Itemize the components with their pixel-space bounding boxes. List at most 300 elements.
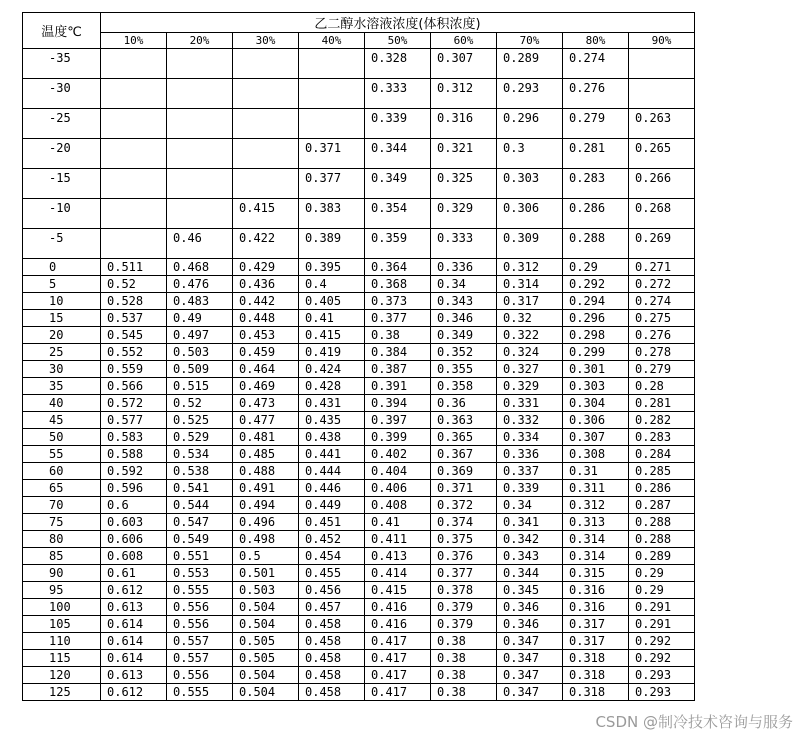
- table-row: [23, 169, 695, 199]
- value-cell: 0.284: [629, 446, 695, 463]
- value-cell: 0.52: [167, 395, 233, 412]
- table-row: [23, 412, 695, 429]
- value-cell: 0.408: [365, 497, 431, 514]
- value-cell: 0.614: [101, 616, 167, 633]
- value-cell: 0.549: [167, 531, 233, 548]
- value-cell: 0.38: [431, 633, 497, 650]
- temperature-cell: 65: [23, 480, 101, 497]
- value-cell: 0.276: [563, 79, 629, 109]
- value-cell: 0.504: [233, 684, 299, 701]
- value-cell: 0.359: [365, 229, 431, 259]
- value-cell: 0.417: [365, 633, 431, 650]
- value-cell: 0.347: [497, 684, 563, 701]
- value-cell: [101, 109, 167, 139]
- value-cell: 0.556: [167, 616, 233, 633]
- value-cell: 0.275: [629, 310, 695, 327]
- value-cell: 0.456: [299, 582, 365, 599]
- value-cell: 0.384: [365, 344, 431, 361]
- value-cell: 0.272: [629, 276, 695, 293]
- concentration-header-row: [23, 33, 695, 49]
- value-cell: 0.322: [497, 327, 563, 344]
- value-cell: 0.371: [299, 139, 365, 169]
- temperature-cell: 95: [23, 582, 101, 599]
- value-cell: 0.292: [563, 276, 629, 293]
- value-cell: 0.294: [563, 293, 629, 310]
- table-row: [23, 259, 695, 276]
- value-cell: 0.417: [365, 684, 431, 701]
- value-cell: 0.415: [365, 582, 431, 599]
- value-cell: 0.528: [101, 293, 167, 310]
- value-cell: [167, 109, 233, 139]
- value-cell: 0.314: [563, 531, 629, 548]
- value-cell: 0.325: [431, 169, 497, 199]
- concentration-header: 60%: [431, 33, 497, 49]
- temperature-cell: -35: [23, 49, 101, 79]
- value-cell: 0.555: [167, 684, 233, 701]
- value-cell: 0.504: [233, 599, 299, 616]
- table-row: [23, 378, 695, 395]
- value-cell: 0.347: [497, 633, 563, 650]
- value-cell: 0.292: [629, 650, 695, 667]
- value-cell: [233, 139, 299, 169]
- value-cell: 0.415: [233, 199, 299, 229]
- temperature-cell: 20: [23, 327, 101, 344]
- value-cell: 0.556: [167, 667, 233, 684]
- value-cell: 0.458: [299, 684, 365, 701]
- temperature-cell: 25: [23, 344, 101, 361]
- value-cell: 0.588: [101, 446, 167, 463]
- value-cell: 0.592: [101, 463, 167, 480]
- value-cell: [299, 109, 365, 139]
- value-cell: 0.286: [563, 199, 629, 229]
- value-cell: 0.511: [101, 259, 167, 276]
- value-cell: 0.476: [167, 276, 233, 293]
- value-cell: 0.38: [431, 667, 497, 684]
- value-cell: 0.334: [497, 429, 563, 446]
- value-cell: 0.413: [365, 548, 431, 565]
- value-cell: 0.4: [299, 276, 365, 293]
- value-cell: 0.343: [497, 548, 563, 565]
- value-cell: 0.306: [497, 199, 563, 229]
- value-cell: 0.501: [233, 565, 299, 582]
- value-cell: 0.38: [365, 327, 431, 344]
- value-cell: 0.371: [431, 480, 497, 497]
- value-cell: 0.336: [431, 259, 497, 276]
- temperature-cell: 30: [23, 361, 101, 378]
- value-cell: 0.555: [167, 582, 233, 599]
- value-cell: 0.307: [563, 429, 629, 446]
- value-cell: 0.417: [365, 667, 431, 684]
- value-cell: 0.6: [101, 497, 167, 514]
- value-cell: 0.379: [431, 616, 497, 633]
- value-cell: 0.341: [497, 514, 563, 531]
- value-cell: 0.551: [167, 548, 233, 565]
- value-cell: [629, 79, 695, 109]
- value-cell: 0.468: [167, 259, 233, 276]
- temperature-header: 温度℃: [23, 13, 101, 49]
- value-cell: 0.296: [497, 109, 563, 139]
- value-cell: 0.318: [563, 684, 629, 701]
- value-cell: 0.281: [629, 395, 695, 412]
- value-cell: 0.282: [629, 412, 695, 429]
- table-row: [23, 395, 695, 412]
- value-cell: 0.41: [299, 310, 365, 327]
- value-cell: 0.274: [563, 49, 629, 79]
- value-cell: 0.547: [167, 514, 233, 531]
- table-body: [23, 49, 695, 701]
- value-cell: 0.405: [299, 293, 365, 310]
- value-cell: 0.316: [431, 109, 497, 139]
- table-row: [23, 633, 695, 650]
- value-cell: 0.457: [299, 599, 365, 616]
- value-cell: 0.613: [101, 599, 167, 616]
- value-cell: 0.458: [299, 633, 365, 650]
- value-cell: 0.41: [365, 514, 431, 531]
- temperature-cell: 75: [23, 514, 101, 531]
- value-cell: 0.612: [101, 684, 167, 701]
- table-row: [23, 79, 695, 109]
- value-cell: 0.503: [233, 582, 299, 599]
- value-cell: 0.469: [233, 378, 299, 395]
- value-cell: 0.404: [365, 463, 431, 480]
- value-cell: 0.608: [101, 548, 167, 565]
- value-cell: 0.416: [365, 599, 431, 616]
- value-cell: 0.292: [629, 633, 695, 650]
- value-cell: 0.339: [497, 480, 563, 497]
- value-cell: [101, 229, 167, 259]
- temperature-cell: 60: [23, 463, 101, 480]
- table-row: [23, 582, 695, 599]
- value-cell: 0.293: [629, 684, 695, 701]
- value-cell: 0.377: [365, 310, 431, 327]
- value-cell: [233, 109, 299, 139]
- value-cell: 0.485: [233, 446, 299, 463]
- value-cell: [101, 199, 167, 229]
- value-cell: 0.342: [497, 531, 563, 548]
- value-cell: 0.299: [563, 344, 629, 361]
- value-cell: 0.429: [233, 259, 299, 276]
- value-cell: 0.313: [563, 514, 629, 531]
- value-cell: 0.369: [431, 463, 497, 480]
- value-cell: 0.464: [233, 361, 299, 378]
- value-cell: 0.5: [233, 548, 299, 565]
- value-cell: 0.545: [101, 327, 167, 344]
- value-cell: 0.372: [431, 497, 497, 514]
- table-row: [23, 667, 695, 684]
- value-cell: 0.311: [563, 480, 629, 497]
- concentration-group-header: 乙二醇水溶液浓度(体积浓度): [101, 13, 695, 33]
- value-cell: 0.316: [563, 582, 629, 599]
- table-row: [23, 49, 695, 79]
- value-cell: 0.441: [299, 446, 365, 463]
- value-cell: 0.312: [497, 259, 563, 276]
- value-cell: 0.378: [431, 582, 497, 599]
- temperature-cell: -15: [23, 169, 101, 199]
- temperature-cell: -10: [23, 199, 101, 229]
- value-cell: 0.515: [167, 378, 233, 395]
- value-cell: 0.503: [167, 344, 233, 361]
- value-cell: 0.271: [629, 259, 695, 276]
- value-cell: 0.344: [365, 139, 431, 169]
- value-cell: 0.541: [167, 480, 233, 497]
- table-row: [23, 565, 695, 582]
- value-cell: 0.504: [233, 616, 299, 633]
- value-cell: 0.537: [101, 310, 167, 327]
- value-cell: 0.352: [431, 344, 497, 361]
- value-cell: 0.497: [167, 327, 233, 344]
- value-cell: 0.496: [233, 514, 299, 531]
- value-cell: 0.454: [299, 548, 365, 565]
- table-row: [23, 514, 695, 531]
- table-row: [23, 548, 695, 565]
- value-cell: 0.559: [101, 361, 167, 378]
- value-cell: 0.347: [497, 667, 563, 684]
- value-cell: 0.613: [101, 667, 167, 684]
- value-cell: 0.422: [233, 229, 299, 259]
- value-cell: 0.488: [233, 463, 299, 480]
- value-cell: 0.34: [497, 497, 563, 514]
- table-row: [23, 429, 695, 446]
- value-cell: 0.583: [101, 429, 167, 446]
- value-cell: 0.391: [365, 378, 431, 395]
- value-cell: 0.505: [233, 633, 299, 650]
- value-cell: 0.309: [497, 229, 563, 259]
- value-cell: [101, 79, 167, 109]
- value-cell: 0.38: [431, 650, 497, 667]
- value-cell: 0.402: [365, 446, 431, 463]
- temperature-cell: 80: [23, 531, 101, 548]
- value-cell: 0.318: [563, 650, 629, 667]
- value-cell: 0.347: [497, 650, 563, 667]
- table-row: [23, 531, 695, 548]
- value-cell: 0.345: [497, 582, 563, 599]
- value-cell: 0.373: [365, 293, 431, 310]
- value-cell: 0.337: [497, 463, 563, 480]
- value-cell: [101, 139, 167, 169]
- watermark: CSDN @制冷技术咨询与服务: [595, 713, 793, 731]
- value-cell: 0.318: [563, 667, 629, 684]
- value-cell: 0.279: [563, 109, 629, 139]
- value-cell: 0.473: [233, 395, 299, 412]
- value-cell: 0.266: [629, 169, 695, 199]
- value-cell: 0.365: [431, 429, 497, 446]
- value-cell: [629, 49, 695, 79]
- value-cell: 0.494: [233, 497, 299, 514]
- value-cell: 0.52: [101, 276, 167, 293]
- value-cell: 0.344: [497, 565, 563, 582]
- temperature-cell: 40: [23, 395, 101, 412]
- concentration-header: 90%: [629, 33, 695, 49]
- value-cell: [233, 49, 299, 79]
- concentration-header: 10%: [101, 33, 167, 49]
- value-cell: 0.279: [629, 361, 695, 378]
- value-cell: 0.29: [563, 259, 629, 276]
- temperature-cell: 15: [23, 310, 101, 327]
- value-cell: 0.377: [431, 565, 497, 582]
- value-cell: 0.419: [299, 344, 365, 361]
- value-cell: 0.553: [167, 565, 233, 582]
- value-cell: 0.317: [563, 633, 629, 650]
- value-cell: 0.416: [365, 616, 431, 633]
- value-cell: 0.46: [167, 229, 233, 259]
- value-cell: 0.397: [365, 412, 431, 429]
- value-cell: 0.286: [629, 480, 695, 497]
- value-cell: [167, 199, 233, 229]
- table-row: [23, 480, 695, 497]
- value-cell: 0.32: [497, 310, 563, 327]
- value-cell: 0.304: [563, 395, 629, 412]
- concentration-header: 80%: [563, 33, 629, 49]
- value-cell: 0.411: [365, 531, 431, 548]
- value-cell: 0.614: [101, 633, 167, 650]
- value-cell: 0.552: [101, 344, 167, 361]
- value-cell: 0.459: [233, 344, 299, 361]
- table-row: [23, 199, 695, 229]
- value-cell: [167, 169, 233, 199]
- value-cell: 0.288: [629, 531, 695, 548]
- value-cell: 0.346: [497, 599, 563, 616]
- value-cell: 0.444: [299, 463, 365, 480]
- value-cell: 0.491: [233, 480, 299, 497]
- value-cell: 0.566: [101, 378, 167, 395]
- value-cell: 0.455: [299, 565, 365, 582]
- value-cell: 0.415: [299, 327, 365, 344]
- table-row: [23, 463, 695, 480]
- table-row: [23, 293, 695, 310]
- value-cell: 0.498: [233, 531, 299, 548]
- value-cell: 0.367: [431, 446, 497, 463]
- value-cell: 0.3: [497, 139, 563, 169]
- value-cell: 0.557: [167, 650, 233, 667]
- value-cell: 0.368: [365, 276, 431, 293]
- value-cell: 0.283: [629, 429, 695, 446]
- value-cell: 0.307: [431, 49, 497, 79]
- value-cell: 0.376: [431, 548, 497, 565]
- value-cell: 0.343: [431, 293, 497, 310]
- value-cell: 0.399: [365, 429, 431, 446]
- temperature-cell: -20: [23, 139, 101, 169]
- value-cell: 0.287: [629, 497, 695, 514]
- value-cell: 0.339: [365, 109, 431, 139]
- value-cell: 0.332: [497, 412, 563, 429]
- temperature-cell: 5: [23, 276, 101, 293]
- temperature-cell: 10: [23, 293, 101, 310]
- value-cell: 0.481: [233, 429, 299, 446]
- value-cell: 0.278: [629, 344, 695, 361]
- value-cell: 0.424: [299, 361, 365, 378]
- value-cell: 0.29: [629, 582, 695, 599]
- value-cell: 0.538: [167, 463, 233, 480]
- value-cell: 0.375: [431, 531, 497, 548]
- value-cell: 0.296: [563, 310, 629, 327]
- table-row: [23, 276, 695, 293]
- value-cell: 0.428: [299, 378, 365, 395]
- value-cell: 0.414: [365, 565, 431, 582]
- value-cell: 0.49: [167, 310, 233, 327]
- table-row: [23, 497, 695, 514]
- table-header: [23, 13, 695, 49]
- value-cell: 0.448: [233, 310, 299, 327]
- temperature-cell: 120: [23, 667, 101, 684]
- value-cell: 0.436: [233, 276, 299, 293]
- value-cell: 0.303: [563, 378, 629, 395]
- value-cell: 0.316: [563, 599, 629, 616]
- value-cell: 0.314: [563, 548, 629, 565]
- value-cell: 0.324: [497, 344, 563, 361]
- value-cell: 0.274: [629, 293, 695, 310]
- value-cell: 0.557: [167, 633, 233, 650]
- value-cell: 0.281: [563, 139, 629, 169]
- value-cell: [101, 49, 167, 79]
- value-cell: 0.614: [101, 650, 167, 667]
- value-cell: 0.431: [299, 395, 365, 412]
- value-cell: 0.291: [629, 599, 695, 616]
- value-cell: [167, 139, 233, 169]
- value-cell: [167, 79, 233, 109]
- temperature-cell: -30: [23, 79, 101, 109]
- table-row: [23, 446, 695, 463]
- temperature-cell: 35: [23, 378, 101, 395]
- value-cell: 0.389: [299, 229, 365, 259]
- concentration-header: 70%: [497, 33, 563, 49]
- temperature-cell: 125: [23, 684, 101, 701]
- value-cell: 0.291: [629, 616, 695, 633]
- value-cell: 0.377: [299, 169, 365, 199]
- value-cell: 0.596: [101, 480, 167, 497]
- value-cell: 0.379: [431, 599, 497, 616]
- value-cell: [167, 49, 233, 79]
- value-cell: 0.333: [431, 229, 497, 259]
- table-row: [23, 650, 695, 667]
- value-cell: 0.315: [563, 565, 629, 582]
- value-cell: 0.314: [497, 276, 563, 293]
- value-cell: 0.529: [167, 429, 233, 446]
- value-cell: 0.446: [299, 480, 365, 497]
- value-cell: 0.303: [497, 169, 563, 199]
- table-row: [23, 344, 695, 361]
- table-row: [23, 684, 695, 701]
- temperature-cell: 85: [23, 548, 101, 565]
- value-cell: 0.572: [101, 395, 167, 412]
- value-cell: 0.363: [431, 412, 497, 429]
- temperature-cell: 100: [23, 599, 101, 616]
- value-cell: 0.301: [563, 361, 629, 378]
- value-cell: 0.504: [233, 667, 299, 684]
- value-cell: 0.417: [365, 650, 431, 667]
- value-cell: 0.603: [101, 514, 167, 531]
- value-cell: 0.451: [299, 514, 365, 531]
- value-cell: 0.438: [299, 429, 365, 446]
- value-cell: 0.577: [101, 412, 167, 429]
- value-cell: 0.374: [431, 514, 497, 531]
- value-cell: 0.346: [497, 616, 563, 633]
- value-cell: 0.387: [365, 361, 431, 378]
- value-cell: 0.288: [629, 514, 695, 531]
- value-cell: 0.395: [299, 259, 365, 276]
- value-cell: 0.293: [629, 667, 695, 684]
- temperature-cell: 110: [23, 633, 101, 650]
- value-cell: 0.331: [497, 395, 563, 412]
- glycol-conductivity-table: [22, 12, 695, 701]
- value-cell: 0.321: [431, 139, 497, 169]
- value-cell: [233, 169, 299, 199]
- concentration-header: 40%: [299, 33, 365, 49]
- value-cell: 0.38: [431, 684, 497, 701]
- value-cell: 0.406: [365, 480, 431, 497]
- value-cell: 0.31: [563, 463, 629, 480]
- value-cell: 0.276: [629, 327, 695, 344]
- table-row: [23, 361, 695, 378]
